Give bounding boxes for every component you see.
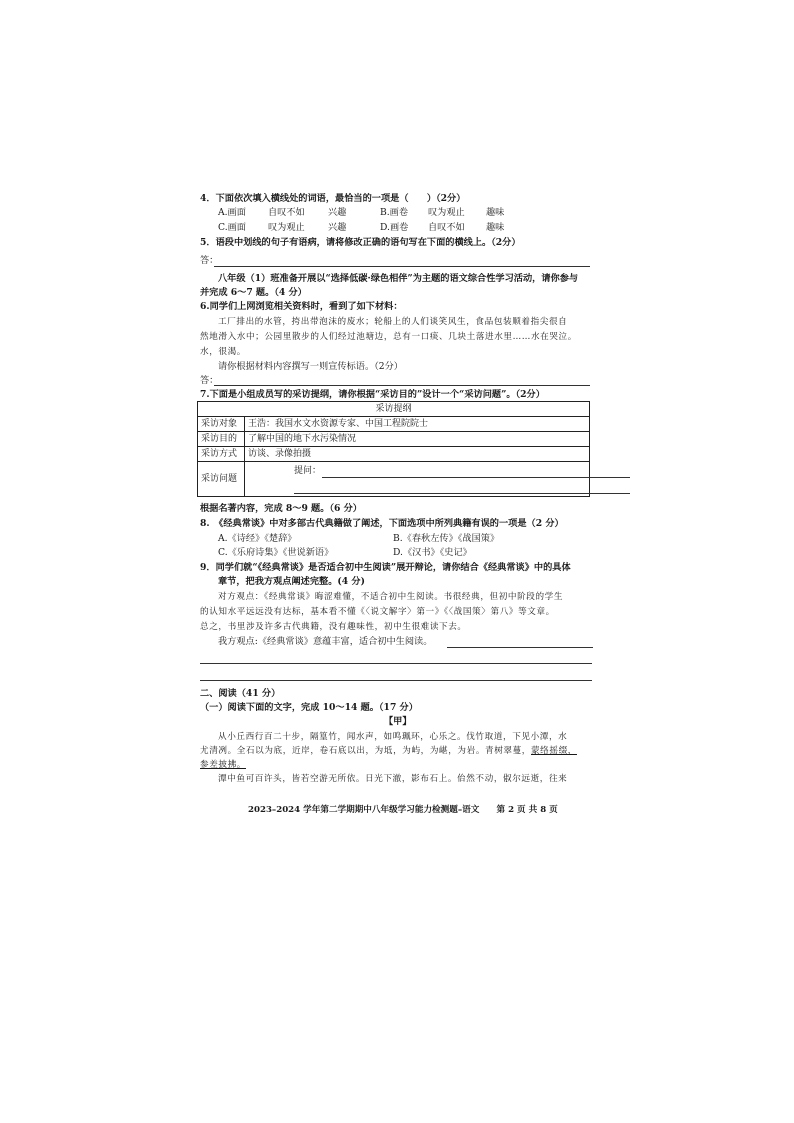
q6-material-line2: 然地滑入水中；公园里散步的人们经过池塘边，总有一口痰、几块土落进水里……水在哭泣。: [200, 332, 577, 342]
q6-material-line3: 水，很渴。: [200, 347, 246, 357]
table-row: [198, 417, 590, 432]
interview-outline-table: [197, 401, 590, 497]
q9-line2: 章节，把我方观点阐述完整。(4 分): [218, 576, 365, 587]
our-view-line[interactable]: [447, 647, 593, 648]
q4-option-a: A.画面 自叹不如 兴趣: [218, 207, 347, 218]
activity-intro-line1: 八年级（1）班准备开展以“选择低碳·绿色相伴”为主题的语文综合性学习活动，请你参与: [218, 273, 579, 284]
reading-part1: （一）阅读下面的文字，完成 10～14 题。（17 分）: [200, 702, 418, 713]
q8-option-a: A.《诗经》《楚辞》: [218, 533, 297, 544]
page-footer: 2023–2024 学年第二学期期中八年级学习能力检测题–语文 第 2 页 共 8 页: [248, 805, 558, 815]
ask-line-1[interactable]: [322, 477, 630, 478]
row-key: 采访对象: [198, 417, 245, 432]
table-row: [198, 462, 590, 497]
row-key: 采访方式: [198, 447, 245, 462]
row-key: 采访问题: [198, 462, 245, 497]
q5-answer-line[interactable]: [214, 266, 590, 267]
q6-answer-line[interactable]: [214, 385, 590, 386]
table-row: [198, 432, 590, 447]
q6-stem: 6.同学们上网浏览相关资料时，看到了如下材料：: [200, 301, 403, 312]
q9-line1: 9．同学们就“《经典常谈》是否适合初中生阅读”展开辩论，请你结合《经典常谈》中的具体: [200, 562, 571, 573]
row-value: 访谈、录像拍摄: [245, 447, 590, 462]
q9-answer-line-2[interactable]: [200, 680, 592, 681]
q7-stem: 7.下面是小组成员写的采访提纲，请你根据“采访目的”设计一个“采访问题”。（2分）: [200, 389, 545, 400]
opponent-line2: 的认知水平远远没有达标，基本看不懂《〈说文解字〉第一》《〈战国策〉第八》等文章。: [200, 607, 555, 617]
row-value: 了解中国的地下水污染情况: [245, 432, 590, 447]
table-title: 采访提纲: [198, 402, 590, 417]
books-intro: 根据名著内容，完成 8～9 题。（6 分）: [200, 503, 362, 514]
question-cell[interactable]: [245, 462, 590, 497]
ask-label: 提问：: [294, 466, 322, 476]
passage-jia-label: 【甲】: [384, 716, 412, 727]
passage-line4: 潭中鱼可百许头，皆若空游无所依。日光下澈，影布石上。佁然不动，俶尔远逝，往来: [218, 774, 568, 784]
table-title-row: [198, 402, 590, 417]
passage-line3: 参差披拂。: [200, 760, 246, 770]
q9-answer-line-1[interactable]: [200, 663, 592, 664]
q8-stem: 8. 《经典常谈》中对多部古代典籍做了阐述，下面选项中所列典籍有误的一项是（2 分）: [200, 518, 564, 529]
q8-option-d: D.《汉书》《史记》: [393, 547, 472, 558]
underlined-phrase: 蒙络摇缀，: [530, 746, 577, 756]
q4-stem: 4．下面依次填入横线处的词语，最恰当的一项是（ ）（2分）: [200, 193, 466, 204]
row-key: 采访目的: [198, 432, 245, 447]
q6-material-line1: 工厂排出的水管，挎出带泡沫的废水；轮船上的人们谈笑风生，食品包装顺着指尖很自: [218, 317, 568, 327]
q8-option-b: B.《春秋左传》《战国策》: [393, 533, 500, 544]
q6-answer-label: 答：: [200, 375, 219, 386]
q4-option-d: D.画卷 自叹不如 趣味: [380, 222, 505, 233]
q8-option-c: C.《乐府诗集》《世说新语》: [218, 547, 334, 558]
passage-line2: 尤清冽。全石以为底，近岸，卷石底以出，为坻，为屿，为嵁，为岩。青树翠蔓，蒙络摇缀，: [200, 746, 577, 756]
opponent-line1: 对方观点：《经典常谈》晦涩难懂，不适合初中生阅读。书很经典，但初中阶段的学生: [218, 592, 564, 602]
row-value: 王浩：我国水文水资源专家、中国工程院院士: [245, 417, 590, 432]
q5-answer-label: 答：: [200, 255, 219, 266]
table-row: [198, 447, 590, 462]
opponent-line3: 总之，书里涉及许多古代典籍，没有趣味性，初中生很难读下去。: [200, 622, 467, 632]
ask-line-2[interactable]: [294, 493, 630, 494]
q4-option-c: C.画面 叹为观止 兴趣: [218, 222, 347, 233]
passage-line1: 从小丘西行百二十步，隔篁竹，闻水声，如鸣珮环，心乐之。伐竹取道，下见小潭，水: [218, 732, 568, 742]
activity-intro-line2: 并完成 6～7 题。（4 分）: [200, 287, 307, 298]
q5-stem: 5．语段中划线的句子有语病，请将修改正确的语句写在下面的横线上。（2分）: [200, 237, 521, 248]
q4-option-b: B.画卷 叹为观止 趣味: [380, 207, 505, 218]
our-view: 我方观点:《经典常谈》意蕴丰富，适合初中生阅读。: [218, 636, 433, 647]
reading-section-title: 二、阅读（41 分）: [200, 688, 281, 699]
q6-task: 请你根据材料内容撰写一则宣传标语。（2分）: [218, 361, 403, 372]
